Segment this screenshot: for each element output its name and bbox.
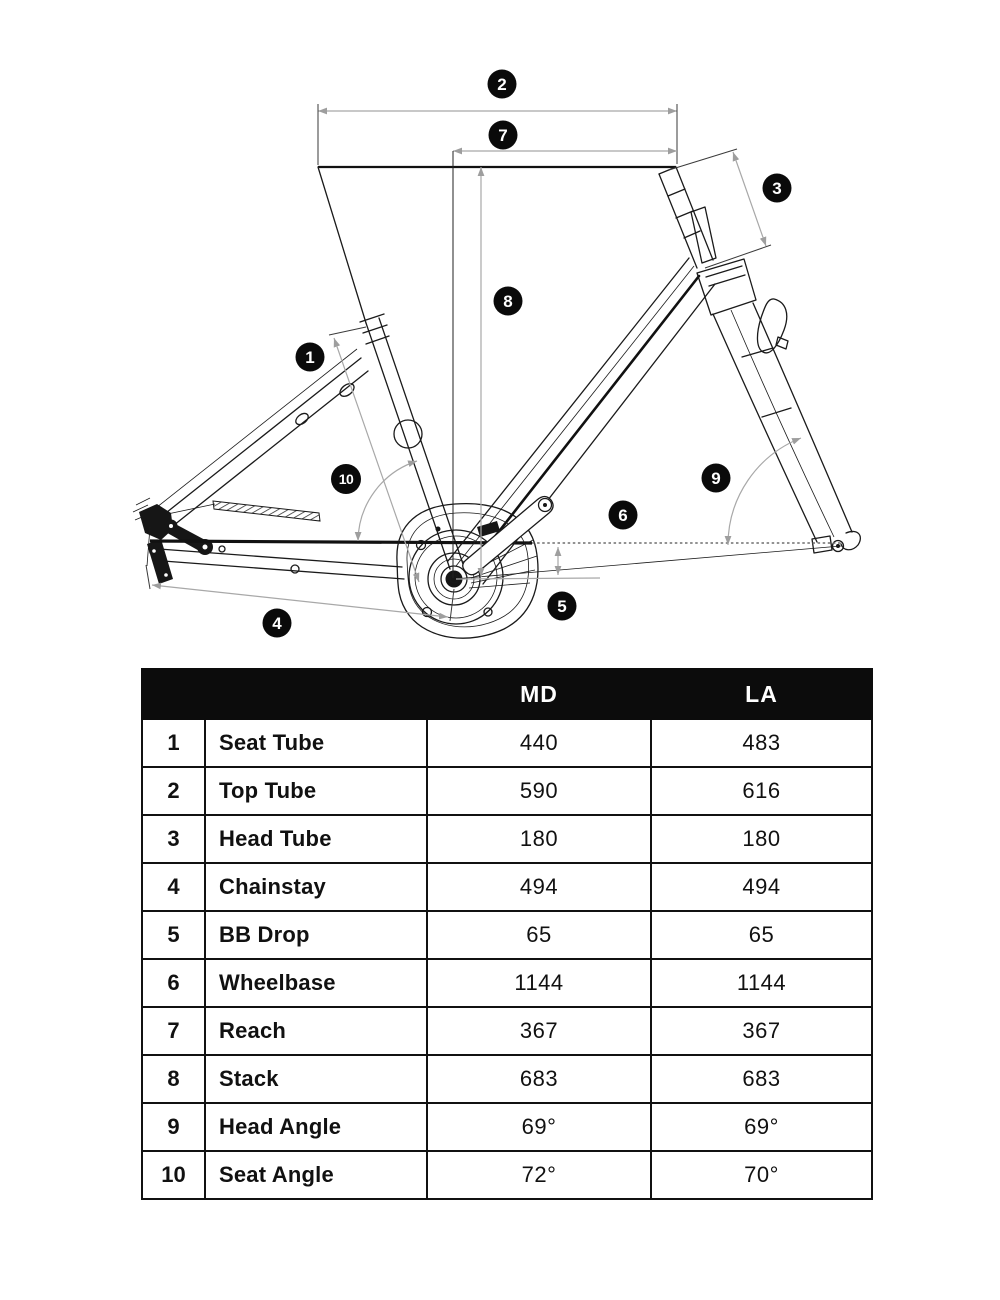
callout-9 xyxy=(702,464,731,493)
spec-row-4 xyxy=(142,863,872,911)
spec-row-3 xyxy=(142,815,872,863)
measurement-label: Wheelbase xyxy=(205,959,427,1007)
row-number: 3 xyxy=(142,815,205,863)
callout-2 xyxy=(488,70,517,99)
callout-4 xyxy=(263,609,292,638)
spec-row-7 xyxy=(142,1007,872,1055)
spec-row-6 xyxy=(142,959,872,1007)
handlebar-grip xyxy=(757,299,786,353)
column-header-row-number xyxy=(142,669,205,719)
motor-crank-assembly xyxy=(397,497,553,639)
value-la: 69° xyxy=(651,1103,872,1151)
row-number: 5 xyxy=(142,911,205,959)
measurement-label: Top Tube xyxy=(205,767,427,815)
svg-text:10: 10 xyxy=(338,471,354,487)
value-md: 440 xyxy=(427,719,651,767)
measurement-label: Reach xyxy=(205,1007,427,1055)
value-la: 483 xyxy=(651,719,872,767)
rear-triangle xyxy=(147,349,404,579)
spec-row-2 xyxy=(142,767,872,815)
column-header-la: LA xyxy=(651,669,872,719)
measurement-label: Chainstay xyxy=(205,863,427,911)
table-header-row xyxy=(142,669,872,719)
svg-text:5: 5 xyxy=(557,597,567,616)
value-la: 1144 xyxy=(651,959,872,1007)
value-md: 180 xyxy=(427,815,651,863)
value-md: 683 xyxy=(427,1055,651,1103)
measurement-label: BB Drop xyxy=(205,911,427,959)
svg-text:7: 7 xyxy=(498,126,508,145)
rear-rack-bar xyxy=(213,501,320,521)
spec-row-8 xyxy=(142,1055,872,1103)
value-md: 65 xyxy=(427,911,651,959)
value-md: 590 xyxy=(427,767,651,815)
measurement-label: Seat Angle xyxy=(205,1151,427,1199)
svg-text:4: 4 xyxy=(272,614,282,633)
down-tube xyxy=(448,258,715,584)
dim-head-tube xyxy=(733,152,766,246)
row-number: 4 xyxy=(142,863,205,911)
callout-1 xyxy=(296,343,325,372)
callout-8 xyxy=(494,287,523,316)
spec-row-1 xyxy=(142,719,872,767)
column-header-md: MD xyxy=(427,669,651,719)
row-number: 9 xyxy=(142,1103,205,1151)
measurement-label: Head Tube xyxy=(205,815,427,863)
value-la: 367 xyxy=(651,1007,872,1055)
value-la: 70° xyxy=(651,1151,872,1199)
value-md: 367 xyxy=(427,1007,651,1055)
value-la: 65 xyxy=(651,911,872,959)
spec-row-10 xyxy=(142,1151,872,1199)
measurement-label: Seat Tube xyxy=(205,719,427,767)
value-md: 72° xyxy=(427,1151,651,1199)
callout-5 xyxy=(548,592,577,621)
fork xyxy=(713,299,852,542)
dim-seat-angle-arc xyxy=(358,461,417,541)
frame-drawing xyxy=(133,167,860,638)
svg-text:8: 8 xyxy=(503,292,513,311)
dim-seat-tube xyxy=(334,338,419,582)
geometry-table xyxy=(141,668,873,1200)
column-header-measurement xyxy=(205,669,427,719)
svg-text:1: 1 xyxy=(305,348,315,367)
svg-text:3: 3 xyxy=(772,179,782,198)
svg-text:6: 6 xyxy=(618,506,628,525)
row-number: 8 xyxy=(142,1055,205,1103)
row-number: 2 xyxy=(142,767,205,815)
row-number: 7 xyxy=(142,1007,205,1055)
value-la: 616 xyxy=(651,767,872,815)
value-la: 180 xyxy=(651,815,872,863)
value-la: 494 xyxy=(651,863,872,911)
value-md: 1144 xyxy=(427,959,651,1007)
value-md: 69° xyxy=(427,1103,651,1151)
seat-axis-extension xyxy=(318,167,366,323)
value-la: 683 xyxy=(651,1055,872,1103)
spec-row-9 xyxy=(142,1103,872,1151)
spec-row-5 xyxy=(142,911,872,959)
callout-7 xyxy=(489,121,518,150)
geometry-table-body xyxy=(142,719,872,1199)
row-number: 10 xyxy=(142,1151,205,1199)
callout-10 xyxy=(331,464,361,494)
svg-text:2: 2 xyxy=(497,75,507,94)
dim-head-angle-arc xyxy=(728,438,801,545)
measurement-label: Stack xyxy=(205,1055,427,1103)
callout-3 xyxy=(763,174,792,203)
callout-6 xyxy=(609,501,638,530)
measurement-label: Head Angle xyxy=(205,1103,427,1151)
row-number: 1 xyxy=(142,719,205,767)
dim-chainstay xyxy=(152,585,448,617)
svg-text:9: 9 xyxy=(711,469,721,488)
value-md: 494 xyxy=(427,863,651,911)
row-number: 6 xyxy=(142,959,205,1007)
